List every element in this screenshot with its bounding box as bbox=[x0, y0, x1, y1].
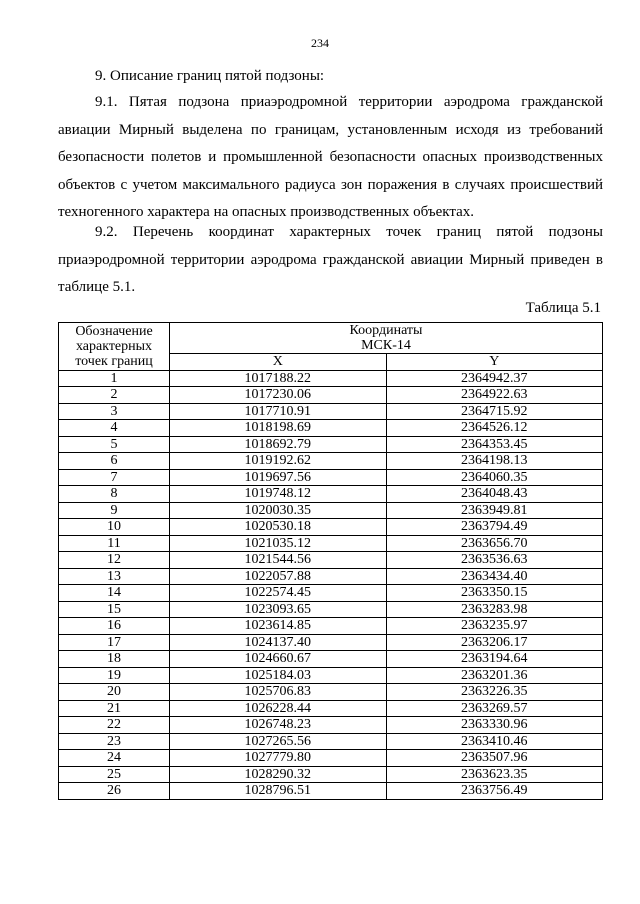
cell-y: 2363283.98 bbox=[386, 601, 603, 618]
cell-x: 1025706.83 bbox=[170, 684, 387, 701]
table-row bbox=[59, 420, 603, 437]
cell-point: 6 bbox=[59, 453, 170, 470]
header-x: X bbox=[170, 354, 387, 371]
table-caption: Таблица 5.1 bbox=[525, 300, 601, 316]
cell-y: 2363269.57 bbox=[386, 700, 603, 717]
cell-point: 8 bbox=[59, 486, 170, 503]
cell-y: 2363756.49 bbox=[386, 783, 603, 800]
cell-y: 2363623.35 bbox=[386, 766, 603, 783]
cell-y: 2363434.40 bbox=[386, 568, 603, 585]
cell-point: 25 bbox=[59, 766, 170, 783]
cell-x: 1026748.23 bbox=[170, 717, 387, 734]
cell-y: 2364922.63 bbox=[386, 387, 603, 404]
cell-y: 2363206.17 bbox=[386, 634, 603, 651]
table-row bbox=[59, 717, 603, 734]
cell-y: 2364942.37 bbox=[386, 370, 603, 387]
cell-x: 1023614.85 bbox=[170, 618, 387, 635]
cell-point: 20 bbox=[59, 684, 170, 701]
header-point-designation bbox=[59, 323, 170, 371]
cell-x: 1027265.56 bbox=[170, 733, 387, 750]
cell-point: 16 bbox=[59, 618, 170, 635]
cell-y: 2363350.15 bbox=[386, 585, 603, 602]
table-header bbox=[59, 323, 603, 371]
cell-x: 1028290.32 bbox=[170, 766, 387, 783]
table-row bbox=[59, 750, 603, 767]
cell-x: 1017230.06 bbox=[170, 387, 387, 404]
cell-x: 1028796.51 bbox=[170, 783, 387, 800]
cell-point: 17 bbox=[59, 634, 170, 651]
cell-x: 1018198.69 bbox=[170, 420, 387, 437]
cell-point: 1 bbox=[59, 370, 170, 387]
cell-x: 1020030.35 bbox=[170, 502, 387, 519]
page-number: 234 bbox=[311, 36, 329, 50]
table-row bbox=[59, 684, 603, 701]
cell-point: 26 bbox=[59, 783, 170, 800]
header-point-line: характерных bbox=[75, 338, 153, 354]
table-row bbox=[59, 453, 603, 470]
cell-y: 2363201.36 bbox=[386, 667, 603, 684]
cell-y: 2363410.46 bbox=[386, 733, 603, 750]
table-row bbox=[59, 585, 603, 602]
cell-point: 9 bbox=[59, 502, 170, 519]
table-row bbox=[59, 387, 603, 404]
table-row bbox=[59, 783, 603, 800]
cell-x: 1025184.03 bbox=[170, 667, 387, 684]
table-row bbox=[59, 651, 603, 668]
table-row bbox=[59, 436, 603, 453]
cell-point: 2 bbox=[59, 387, 170, 404]
cell-point: 10 bbox=[59, 519, 170, 536]
table-row bbox=[59, 552, 603, 569]
cell-y: 2364353.45 bbox=[386, 436, 603, 453]
cell-point: 11 bbox=[59, 535, 170, 552]
cell-point: 14 bbox=[59, 585, 170, 602]
cell-y: 2363330.96 bbox=[386, 717, 603, 734]
table-row bbox=[59, 601, 603, 618]
table-row bbox=[59, 370, 603, 387]
header-coords-line: МСК-14 bbox=[361, 338, 411, 353]
cell-point: 23 bbox=[59, 733, 170, 750]
cell-y: 2363536.63 bbox=[386, 552, 603, 569]
cell-x: 1023093.65 bbox=[170, 601, 387, 618]
cell-point: 3 bbox=[59, 403, 170, 420]
table-row bbox=[59, 535, 603, 552]
cell-x: 1022574.45 bbox=[170, 585, 387, 602]
cell-point: 21 bbox=[59, 700, 170, 717]
table-body bbox=[59, 370, 603, 799]
cell-x: 1022057.88 bbox=[170, 568, 387, 585]
cell-x: 1018692.79 bbox=[170, 436, 387, 453]
cell-point: 18 bbox=[59, 651, 170, 668]
cell-y: 2363226.35 bbox=[386, 684, 603, 701]
cell-point: 19 bbox=[59, 667, 170, 684]
table-row bbox=[59, 667, 603, 684]
cell-y: 2363794.49 bbox=[386, 519, 603, 536]
cell-y: 2364715.92 bbox=[386, 403, 603, 420]
table-row bbox=[59, 766, 603, 783]
cell-y: 2363507.96 bbox=[386, 750, 603, 767]
cell-x: 1026228.44 bbox=[170, 700, 387, 717]
cell-point: 15 bbox=[59, 601, 170, 618]
coordinates-table bbox=[58, 322, 603, 800]
table-row bbox=[59, 519, 603, 536]
cell-point: 13 bbox=[59, 568, 170, 585]
cell-point: 5 bbox=[59, 436, 170, 453]
paragraph-9-2: 9.2. Перечень координат характерных точек границ пятой подзоны приаэродромной территории аэродрома гражданской авиации Мирный приведен в таблице 5.1. bbox=[58, 224, 603, 295]
table-row bbox=[59, 502, 603, 519]
table-row bbox=[59, 733, 603, 750]
cell-x: 1019748.12 bbox=[170, 486, 387, 503]
table-row bbox=[59, 618, 603, 635]
paragraph-9-1: 9.1. Пятая подзона приаэродромной территории аэродрома гражданской авиации Мирный выделена по границам, установленным исходя из требований безопасности полетов и промышленной безопасности опасных производственных объектов с учетом максимального радиуса зон поражения в случаях происшествий техногенного характера на опасных производственных объектах. bbox=[58, 94, 603, 220]
cell-x: 1021035.12 bbox=[170, 535, 387, 552]
cell-y: 2363235.97 bbox=[386, 618, 603, 635]
cell-point: 12 bbox=[59, 552, 170, 569]
table-row bbox=[59, 700, 603, 717]
cell-x: 1027779.80 bbox=[170, 750, 387, 767]
cell-x: 1019192.62 bbox=[170, 453, 387, 470]
cell-point: 22 bbox=[59, 717, 170, 734]
cell-x: 1024660.67 bbox=[170, 651, 387, 668]
table-row bbox=[59, 568, 603, 585]
cell-point: 24 bbox=[59, 750, 170, 767]
cell-y: 2364198.13 bbox=[386, 453, 603, 470]
cell-y: 2363949.81 bbox=[386, 502, 603, 519]
cell-x: 1024137.40 bbox=[170, 634, 387, 651]
cell-x: 1017188.22 bbox=[170, 370, 387, 387]
header-coordinates bbox=[170, 323, 603, 354]
cell-x: 1017710.91 bbox=[170, 403, 387, 420]
header-y: Y bbox=[386, 354, 603, 371]
table-row bbox=[59, 403, 603, 420]
cell-y: 2364060.35 bbox=[386, 469, 603, 486]
cell-x: 1020530.18 bbox=[170, 519, 387, 536]
header-coords-line: Координаты bbox=[349, 323, 423, 338]
cell-y: 2363194.64 bbox=[386, 651, 603, 668]
cell-y: 2363656.70 bbox=[386, 535, 603, 552]
cell-x: 1019697.56 bbox=[170, 469, 387, 486]
section-heading: 9. Описание границ пятой подзоны: bbox=[95, 68, 325, 84]
cell-x: 1021544.56 bbox=[170, 552, 387, 569]
table-row bbox=[59, 486, 603, 503]
cell-y: 2364526.12 bbox=[386, 420, 603, 437]
table-row bbox=[59, 469, 603, 486]
header-point-line: точек границ bbox=[75, 353, 153, 369]
cell-y: 2364048.43 bbox=[386, 486, 603, 503]
cell-point: 7 bbox=[59, 469, 170, 486]
cell-point: 4 bbox=[59, 420, 170, 437]
header-point-line: Обозначение bbox=[75, 323, 153, 339]
table-row bbox=[59, 634, 603, 651]
